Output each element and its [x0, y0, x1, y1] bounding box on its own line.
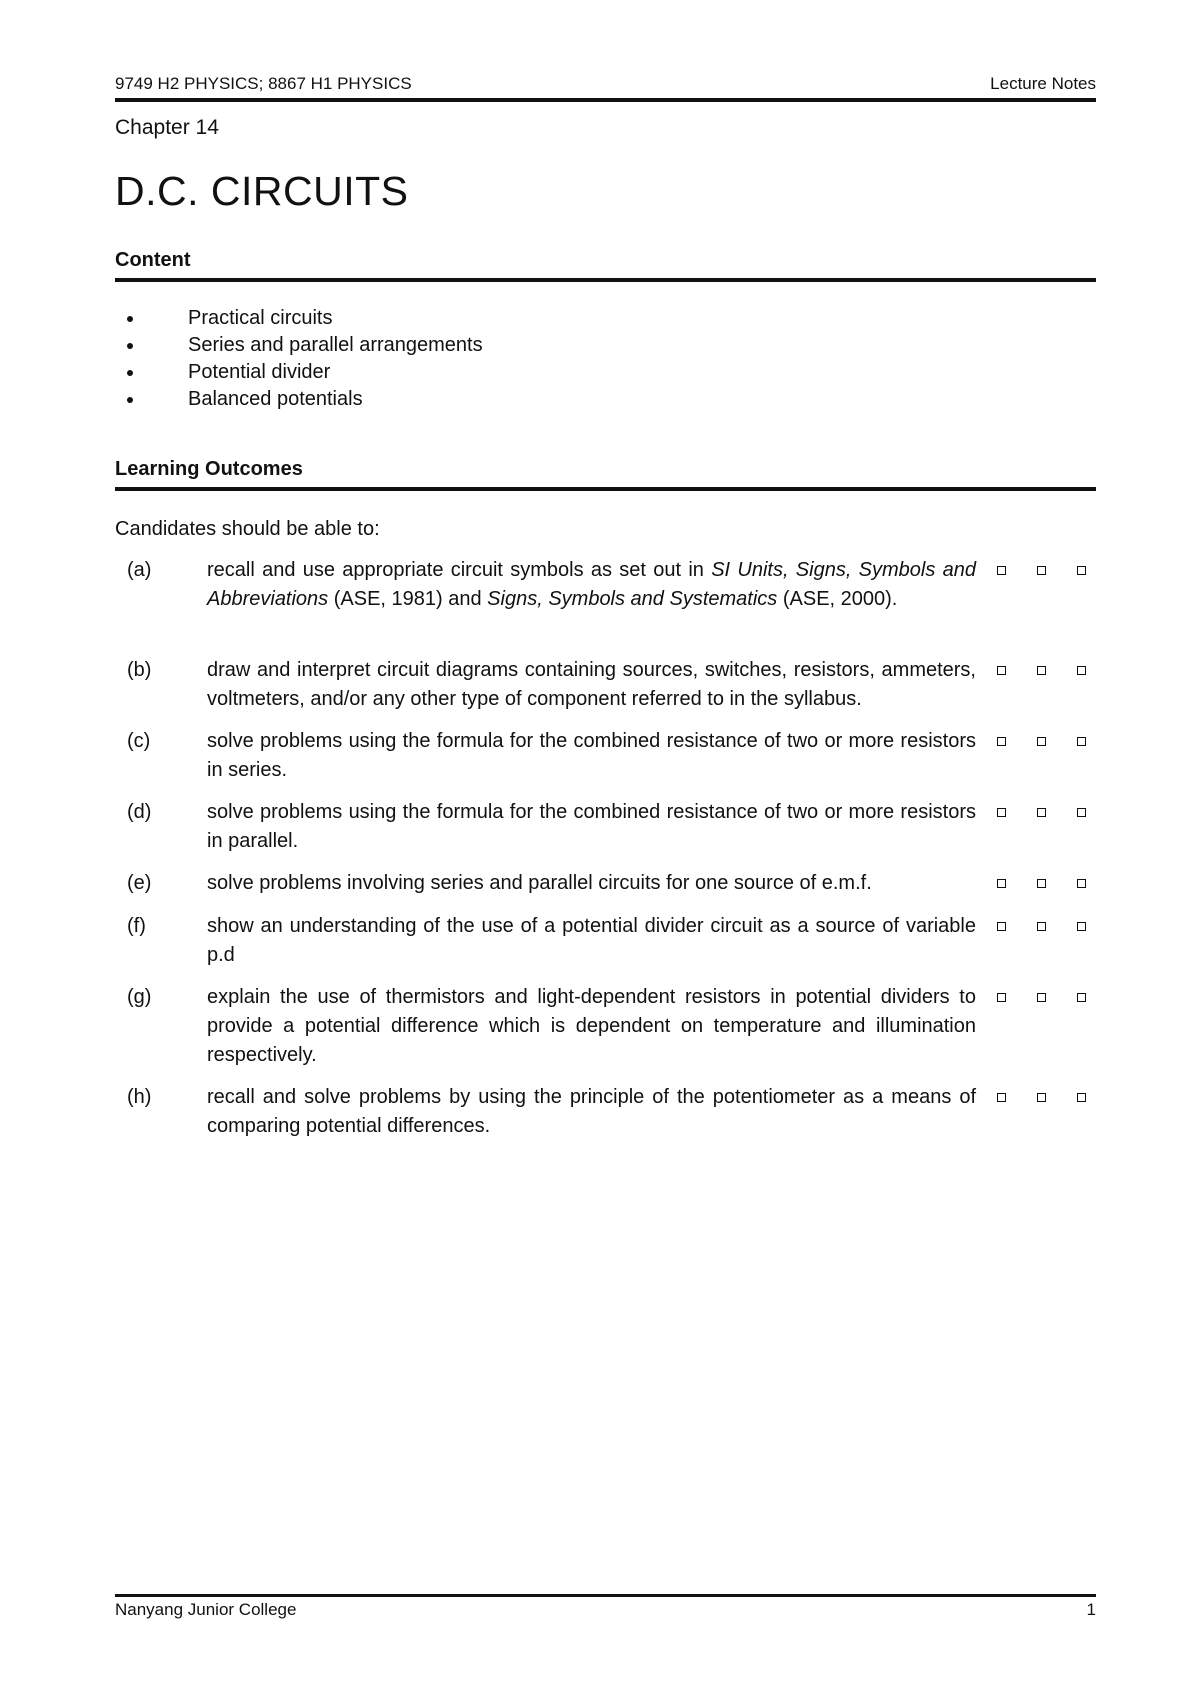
outcome-text-segment: (ASE, 2000). [777, 588, 898, 610]
outcome-text [207, 912, 976, 970]
outcome-text [207, 727, 976, 785]
outcome-text [207, 556, 976, 614]
footer-rule [115, 1594, 1096, 1597]
checkbox-icon [1077, 566, 1086, 575]
outcome-text-segment: recall and solve problems by using the principle of the potentiometer as a means of comparing potential differences. [207, 1086, 976, 1137]
checkbox-icon [1077, 993, 1086, 1002]
bullet-icon [127, 316, 133, 322]
checkbox-icon [1077, 737, 1086, 746]
checkbox-icon [1037, 1093, 1046, 1102]
checkbox-icon [997, 566, 1006, 575]
checkbox-icon [1077, 922, 1086, 931]
outcome-letter: (e) [127, 872, 152, 894]
checkbox-icon [1037, 737, 1046, 746]
checkbox-icon [1077, 1093, 1086, 1102]
checkbox-icon [1037, 566, 1046, 575]
checkbox-icon [1077, 666, 1086, 675]
outcome-letter: (d) [127, 801, 152, 823]
bullet-icon [127, 343, 133, 349]
list-item: Series and parallel arrangements [115, 332, 483, 359]
outcome-text-segment: recall and use appropriate circuit symbols as set out in [207, 559, 712, 581]
checkbox-icon [997, 922, 1006, 931]
outcome-letter: (h) [127, 1086, 152, 1108]
page-title: D.C. CIRCUITS [115, 168, 409, 214]
checkbox-icon [997, 666, 1006, 675]
outcome-text [207, 869, 976, 898]
outcome-text-italic: SI Units, Signs, Symbols and Abbreviations [207, 559, 977, 610]
outcome-text-segment: solve problems using the formula for the combined resistance of two or more resistors in parallel. [207, 801, 976, 852]
outcome-text [207, 798, 976, 856]
page-number: 1 [1086, 1600, 1096, 1619]
learning-outcomes-rule [115, 487, 1096, 491]
outcome-text-italic: Signs, Symbols and Systematics [487, 588, 778, 610]
content-list [115, 305, 483, 413]
checkbox-icon [997, 737, 1006, 746]
page-header [115, 74, 1096, 96]
checkbox-icon [1077, 879, 1086, 888]
checkbox-icon [1077, 808, 1086, 817]
content-heading: Content [115, 249, 191, 271]
outcome-text-segment: solve problems using the formula for the combined resistance of two or more resistors in series. [207, 730, 976, 781]
checkbox-icon [997, 1093, 1006, 1102]
checkbox-icon [1037, 808, 1046, 817]
content-rule [115, 278, 1096, 282]
checkbox-icon [1037, 993, 1046, 1002]
checkbox-icon [1037, 922, 1046, 931]
outcome-letter: (g) [127, 986, 152, 1008]
outcome-letter: (a) [127, 559, 152, 581]
chapter-label: Chapter 14 [115, 116, 219, 139]
outcome-text-segment: solve problems involving series and parallel circuits for one source of e.m.f. [207, 872, 872, 894]
outcome-text [207, 656, 976, 714]
list-item: Practical circuits [115, 305, 483, 332]
checkbox-icon [1037, 879, 1046, 888]
checkbox-icon [997, 879, 1006, 888]
outcome-letter: (b) [127, 659, 152, 681]
checkbox-icon [1037, 666, 1046, 675]
outcome-letter: (c) [127, 730, 151, 752]
learning-outcomes-heading: Learning Outcomes [115, 458, 303, 480]
outcome-text-segment: draw and interpret circuit diagrams containing sources, switches, resistors, ammeters, voltmeters, and/or any other type of component referred to in the syllabus. [207, 659, 976, 710]
list-item: Potential divider [115, 359, 483, 386]
bullet-icon [127, 370, 133, 376]
outcome-text [207, 1083, 976, 1141]
outcome-text [207, 983, 976, 1070]
checkbox-icon [997, 808, 1006, 817]
document-page [115, 0, 1096, 1696]
header-rule [115, 98, 1096, 102]
header-course: 9749 H2 PHYSICS; 8867 H1 PHYSICS [115, 74, 412, 93]
outcome-letter: (f) [127, 915, 146, 937]
checkbox-icon [997, 993, 1006, 1002]
footer-school: Nanyang Junior College [115, 1600, 297, 1619]
bullet-icon [127, 397, 133, 403]
outcomes-intro: Candidates should be able to: [115, 518, 380, 540]
outcome-text-segment: show an understanding of the use of a potential divider circuit as a source of variable p.d [207, 915, 976, 966]
outcome-text-segment: (ASE, 1981) and [328, 588, 488, 610]
outcome-text-segment: explain the use of thermistors and light-dependent resistors in potential dividers to provide a potential difference which is dependent on temperature and illumination respectively. [207, 986, 976, 1066]
list-item: Balanced potentials [115, 386, 483, 413]
header-doc-type: Lecture Notes [990, 74, 1096, 93]
